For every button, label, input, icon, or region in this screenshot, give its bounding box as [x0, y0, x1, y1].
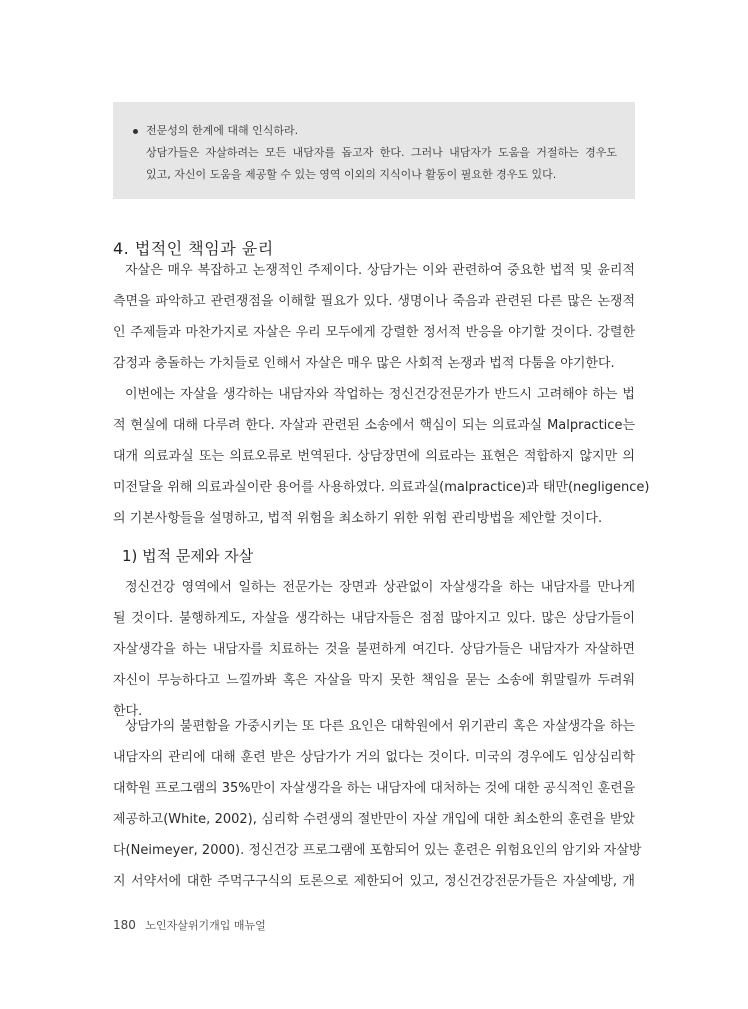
text-line: 의 기본사항들을 설명하고, 법적 위험을 최소하기 위한 위험 관리방법을 제안할 것이다.: [113, 511, 603, 526]
text-line: 미전달을 위해 의료과실이란 용어를 사용하였다. 의료과실(malpractice)과 태만(negligence): [113, 480, 650, 495]
bullet-icon: [133, 129, 138, 134]
page-number: 180: [113, 918, 136, 932]
text-line: 될 것이다. 불행하게도, 자살을 생각하는 내담자들은 점점 많아지고 있다. 많은 상담가들이: [113, 611, 635, 626]
text-line: 측면을 파악하고 관련쟁점을 이해할 필요가 있다. 생명이나 죽음과 관련된 다른 많은 논쟁적: [113, 294, 635, 309]
paragraph-2: [113, 379, 650, 534]
text-line: 정신건강 영역에서 일하는 전문가는 장면과 상관없이 자살생각을 하는 내담자를 만나게: [125, 580, 635, 595]
text-line: 상담가의 불편함을 가중시키는 또 다른 요인은 대학원에서 위기관리 혹은 자살생각을 하는: [125, 719, 635, 734]
bullet-item: [133, 120, 617, 142]
text-line: 자신이 무능하다고 느낄까봐 혹은 자살을 막지 못한 책임을 묻는 소송에 휘말릴까 두려워: [113, 673, 635, 688]
text-line: 지 서약서에 대한 주먹구구식의 토론으로 제한되어 있고, 정신건강전문가들은 자살예방, 개: [113, 874, 635, 889]
note-line: 상담가들은 자살하려는 모든 내담자를 돕고자 한다. 그러나 내담자가 도움을 거절하는 경우도: [146, 146, 617, 159]
paragraph-4: [113, 711, 642, 897]
note-line: 있고, 자신이 도움을 제공할 수 있는 영역 이외의 지식이나 활동이 필요한 경우도 있다.: [146, 168, 557, 181]
text-line: 한다.: [113, 704, 143, 719]
text-line: 자살은 매우 복잡하고 논쟁적인 주제이다. 상담가는 이와 관련하여 중요한 법적 및 윤리적: [125, 263, 635, 278]
page-footer: [113, 917, 266, 933]
section-heading: 4. 법적인 책임과 윤리: [113, 239, 274, 258]
text-line: 이번에는 자살을 생각하는 내담자와 작업하는 정신건강전문가가 반드시 고려해야 하는 법: [125, 387, 635, 402]
text-line: 감정과 충돌하는 가치들로 인해서 자살은 매우 많은 사회적 논쟁과 법적 다툼을 야기한다.: [113, 356, 615, 371]
bullet-text: 전문성의 한계에 대해 인식하라.: [146, 124, 299, 137]
paragraph-1: [113, 255, 635, 379]
text-line: 내담자의 관리에 대해 훈련 받은 상담가가 거의 없다는 것이다. 미국의 경우에도 임상심리학: [113, 750, 635, 765]
text-line: 대학원 프로그램의 35%만이 자살생각을 하는 내담자에 대처하는 것에 대한 공식적인 훈련을: [113, 781, 636, 796]
text-line: 제공하고(White, 2002), 심리학 수련생의 절반만이 자살 개입에 대한 최소한의 훈련을 받았: [113, 812, 635, 827]
text-line: 인 주제들과 마찬가지로 자살은 우리 모두에게 강렬한 정서적 반응을 야기할 것이다. 강렬한: [113, 325, 635, 340]
text-line: 다(Neimeyer, 2000). 정신건강 프로그램에 포함되어 있는 훈련은 위험요인의 암기와 자살방: [113, 843, 642, 858]
text-line: 대개 의료과실 또는 의료오류로 번역된다. 상담장면에 의료라는 표현은 적합하지 않지만 의: [113, 449, 635, 464]
book-title: 노인자살위기개입 매뉴얼: [145, 919, 266, 932]
paragraph-3: [113, 572, 635, 727]
text-line: 자살생각을 하는 내담자를 치료하는 것을 불편하게 여긴다. 상담가들은 내담자가 자살하면: [113, 642, 635, 657]
text-line: 적 현실에 대해 다루려 한다. 자살과 관련된 소송에서 핵심이 되는 의료과실 Malpractice는: [113, 418, 635, 433]
subsection-heading: 1) 법적 문제와 자살: [122, 547, 254, 565]
note-box: [113, 102, 635, 199]
